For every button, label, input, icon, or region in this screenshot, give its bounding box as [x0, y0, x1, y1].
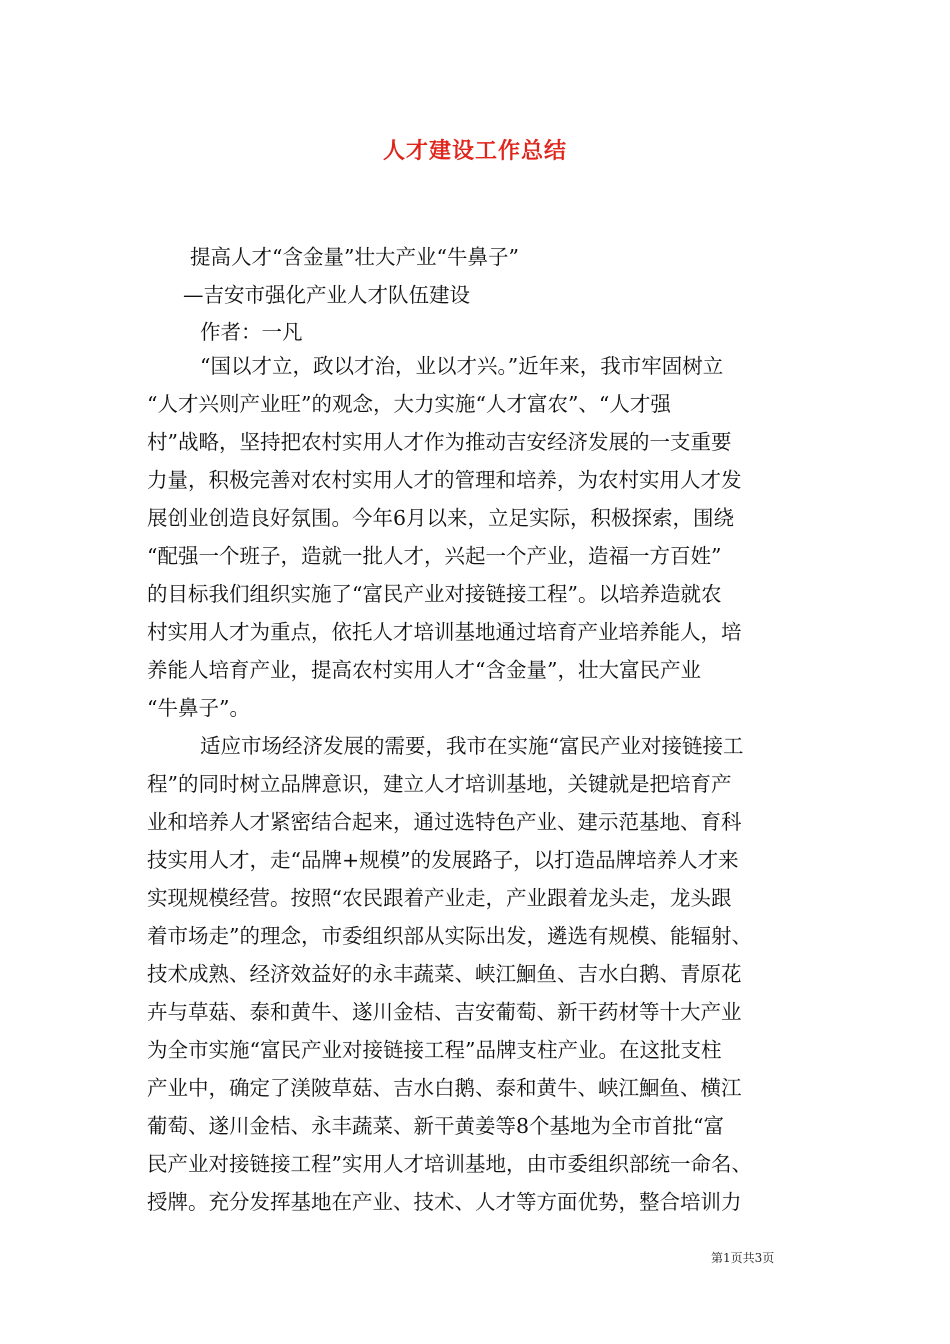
paragraph-1-line: 的目标我们组织实施了“富民产业对接链接工程”。以培养造就农 — [147, 582, 722, 606]
document-title: 人才建设工作总结 — [382, 138, 567, 164]
paragraph-2-line: 着市场走”的理念，市委组织部从实际出发，遴选有规模、能辐射、 — [147, 924, 752, 948]
paragraph-1-line: 村实用人才为重点，依托人才培训基地通过培育产业培养能人，培 — [147, 620, 742, 644]
paragraph-2-line: 授牌。充分发挥基地在产业、技术、人才等方面优势，整合培训力 — [147, 1190, 742, 1214]
paragraph-2-line: 为全市实施“富民产业对接链接工程”品牌支柱产业。在这批支柱 — [147, 1038, 722, 1062]
page-number: 第1页共3页 — [711, 1251, 775, 1265]
paragraph-1-line: “配强一个班子，造就一批人才，兴起一个产业，造福一方百姓” — [147, 544, 722, 568]
paragraph-2-line: 业和培养人才紧密结合起来，通过选特色产业、建示范基地、育科 — [147, 810, 742, 834]
paragraph-2-line: 民产业对接链接工程”实用人才培训基地，由市委组织部统一命名、 — [147, 1152, 752, 1176]
paragraph-2-line: 技术成熟、经济效益好的永丰蔬菜、峡江鮰鱼、吉水白鹅、青原花 — [147, 962, 742, 986]
paragraph-1-line: “牛鼻子”。 — [147, 696, 250, 720]
paragraph-2-line: 产业中，确定了渼陂草菇、吉水白鹅、泰和黄牛、峡江鮰鱼、横江 — [147, 1076, 742, 1100]
author-line: 作者：一凡 — [200, 320, 303, 344]
paragraph-1-line: 村”战略，坚持把农村实用人才作为推动吉安经济发展的一支重要 — [147, 430, 732, 454]
paragraph-2-line: 卉与草菇、泰和黄牛、遂川金桔、吉安葡萄、新干药材等十大产业 — [147, 1000, 742, 1024]
paragraph-2-line: 适应市场经济发展的需要，我市在实施“富民产业对接链接工 — [200, 734, 744, 758]
subtitle: 提高人才“含金量”壮大产业“牛鼻子” — [190, 245, 519, 269]
paragraph-1-line: 养能人培育产业，提高农村实用人才“含金量”，壮大富民产业 — [147, 658, 701, 682]
paragraph-1-line: “人才兴则产业旺”的观念，大力实施“人才富农”、“人才强 — [147, 392, 671, 416]
sub-subtitle: —吉安市强化产业人才队伍建设 — [183, 283, 470, 307]
paragraph-2-line: 程”的同时树立品牌意识，建立人才培训基地，关键就是把培育产 — [147, 772, 732, 796]
paragraph-2-line: 实现规模经营。按照“农民跟着产业走，产业跟着龙头走，龙头跟 — [147, 886, 732, 910]
paragraph-1-line: 展创业创造良好氛围。今年6月以来，立足实际，积极探索，围绕 — [147, 506, 735, 530]
paragraph-2-line: 葡萄、遂川金桔、永丰蔬菜、新干黄姜等8个基地为全市首批“富 — [147, 1114, 725, 1138]
paragraph-2-line: 技实用人才，走“品牌+规模”的发展路子，以打造品牌培养人才来 — [147, 848, 739, 872]
paragraph-1-line: 力量，积极完善对农村实用人才的管理和培养，为农村实用人才发 — [147, 468, 742, 492]
paragraph-1-line: “国以才立，政以才治，业以才兴。”近年来，我市牢固树立 — [200, 354, 724, 378]
